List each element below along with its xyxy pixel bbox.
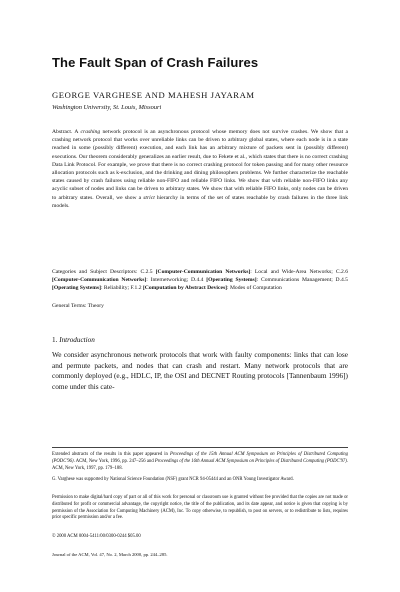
- descriptors-prefix: Categories and Subject Descriptors: C.2.5: [52, 269, 156, 275]
- abstract-text-2: network protocol is an asynchronous protocol whose memory does not survive crashes. We show that a crashing network protocol that works over unreliable links can be driven to arbitrary global states, where each node is in a state reached in some (possibly different) execution, and each link has an arbitrary mixture of packets sent in (possibly different) executions. Our theorem considerably generalizes an earlier result, due to Fekete et al., which states that there is no correct crashing Data Link Protocol. For example, we prove that there is no correct crashing protocol for token passing and for many other resource allocation protocols such as k-exclusion, and the drinking and dining philosophers problems. We further characterize the reachable states caused by crash failures using reliable non-FIFO and reliable FIFO links. We show that with reliable non-FIFO links any acyclic subset of nodes and links can be driven to arbitrary states. We show that with reliable FIFO links, only nodes can be driven to arbitrary states. Overall, we show a: [52, 129, 348, 201]
- footnote-divider: [52, 447, 348, 448]
- abstract-strict-term: strict: [143, 194, 155, 201]
- section-title: Introduction: [59, 336, 95, 344]
- journal-citation: Journal of the ACM, Vol. 47, No. 2, March 2000, pp. 244–285.: [52, 552, 168, 557]
- footnote-extended-abstract: [52, 452, 348, 472]
- footnote-1-text-1: Extended abstracts of the results in this paper appeared in: [52, 452, 170, 457]
- footnote-1-venue-2: Proceedings of the 16th Annual ACM Symposium on Principles of Distributed Computing (PODC'97): [154, 458, 347, 464]
- descriptor-category-4: [Operating Systems]: [52, 285, 101, 292]
- footnote-permission: Permission to make digital/hard copy of part or all of this work for personal or classroom use is granted without fee provided that the copies are not made or distributed for profit or commercial advantage, the copyright notice, the title of the publication, and its date appear, and notice is given that copying is by permission of the Association for Computing Machinery (ACM), Inc. To copy otherwise, to republish, to post on servers, or to redistribute to lists, requires prior specific permission and/or a fee.: [52, 495, 348, 521]
- descriptor-text-3: : Communications Management; D.4.5: [256, 277, 348, 284]
- general-terms: General Terms: Theory: [52, 303, 104, 309]
- abstract-crashing-term: crashing: [80, 129, 101, 135]
- abstract-text-1: A: [74, 129, 81, 135]
- section-heading: [52, 336, 95, 344]
- abstract-text-3: hierarchy in terms of the set of states reachable by crash failures in the three link models.: [52, 194, 348, 209]
- descriptor-text-1: : Local and Wide-Area Networks; C.2.6: [250, 269, 348, 275]
- descriptor-category-1: [Computer-Communication Networks]: [155, 269, 251, 275]
- descriptor-category-3: [Operating Systems]: [206, 277, 257, 284]
- abstract-label: Abstract.: [52, 129, 73, 135]
- descriptor-category-2: [Computer-Communication Networks]: [52, 277, 147, 284]
- author-names: GEORGE VARGHESE AND MAHESH JAYARAM: [52, 90, 255, 100]
- subject-descriptors: [52, 268, 348, 293]
- introduction-paragraph: We consider asynchronous network protocols that work with faulty components: links that can lose and permute packets, and nodes that can crash and restart. Many network protocols that are commonly deployed (e.g., HDLC, IP, the OSI and DECNET Routing protocols [Tannenbaum 1996]) come under this cate-: [52, 350, 348, 391]
- descriptor-text-4: : Reliability; F.1.2: [100, 285, 143, 292]
- descriptor-text-5: : Modes of Computation: [227, 285, 282, 292]
- descriptor-text-2: : Internetworking; D.4.4: [146, 277, 207, 284]
- footnote-1-venue-1: Proceedings of the 15th Annual ACM Symposium on Principles of Distributed Computing (PODC'96): [52, 452, 348, 464]
- footnote-funding: G. Varghese was supported by National Science Foundation (NSF) grant NCR 94-05444 and an ONR Young Investigator Award.: [52, 477, 294, 482]
- section-number: 1.: [52, 336, 58, 344]
- footnote-1-text-2: . ACM, New York, 1996, pp. 247–256 and: [73, 458, 155, 464]
- footnote-copyright: © 2000 ACM 0004-5411/00/0300-0244 $05.00: [52, 534, 141, 539]
- footnote-1-text-3: . ACM, New York, 1997, pp. 179–188.: [52, 458, 349, 471]
- author-affiliation: Washington University, St. Louis, Missouri: [52, 104, 162, 111]
- abstract-paragraph: [52, 128, 348, 210]
- paper-title: The Fault Span of Crash Failures: [52, 55, 259, 70]
- descriptor-category-5: [Computation by Abstract Devices]: [142, 285, 227, 292]
